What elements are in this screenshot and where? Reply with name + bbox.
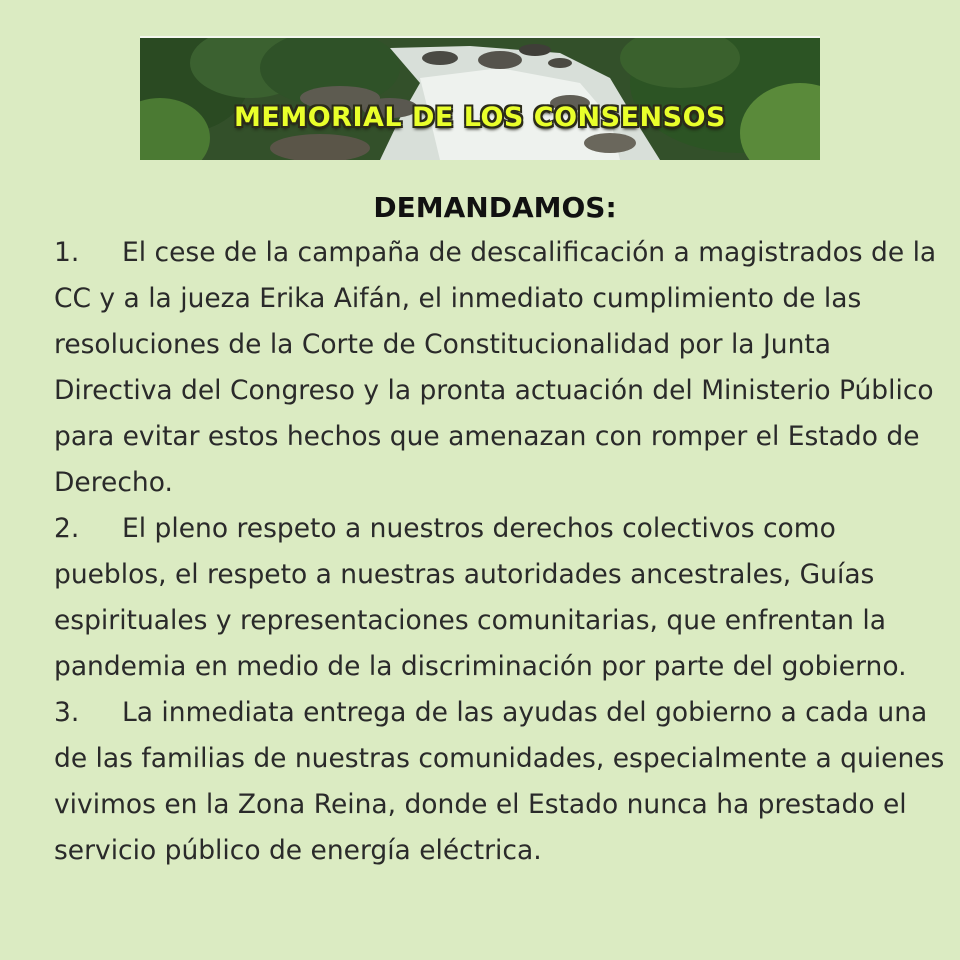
item-number: 2.: [54, 513, 80, 544]
demand-item-2: [54, 506, 949, 690]
demand-item-3: [54, 690, 949, 874]
banner-title: MEMORIAL DE LOS CONSENSOS: [234, 102, 726, 133]
page-heading: DEMANDAMOS:: [373, 191, 617, 224]
river-landscape-image: [140, 38, 820, 160]
demand-item-1: [54, 230, 949, 506]
item-number: 3.: [54, 697, 80, 728]
demands-list: [54, 230, 949, 874]
item-number: 1.: [54, 237, 80, 268]
banner-image: [140, 36, 820, 160]
item-text: El pleno respeto a nuestros derechos colectivos como pueblos, el respeto a nuestras autoridades ancestrales, Guías espirituales y representaciones comunitarias, que enfrentan la pandemia en medio de la discriminación por parte del gobierno.: [54, 513, 907, 682]
item-text: El cese de la campaña de descalificación a magistrados de la CC y a la jueza Erika Aifán, el inmediato cumplimiento de las resoluciones de la Corte de Constitucionalidad por la Junta Directiva del Congreso y la pronta actuación del Ministerio Público para evitar estos hechos que amenazan con romper el Estado de Derecho.: [54, 237, 937, 498]
item-text: La inmediata entrega de las ayudas del gobierno a cada una de las familias de nuestras comunidades, especialmente a quienes vivimos en la Zona Reina, donde el Estado nunca ha prestado el servicio público de energía eléctrica.: [54, 697, 945, 866]
